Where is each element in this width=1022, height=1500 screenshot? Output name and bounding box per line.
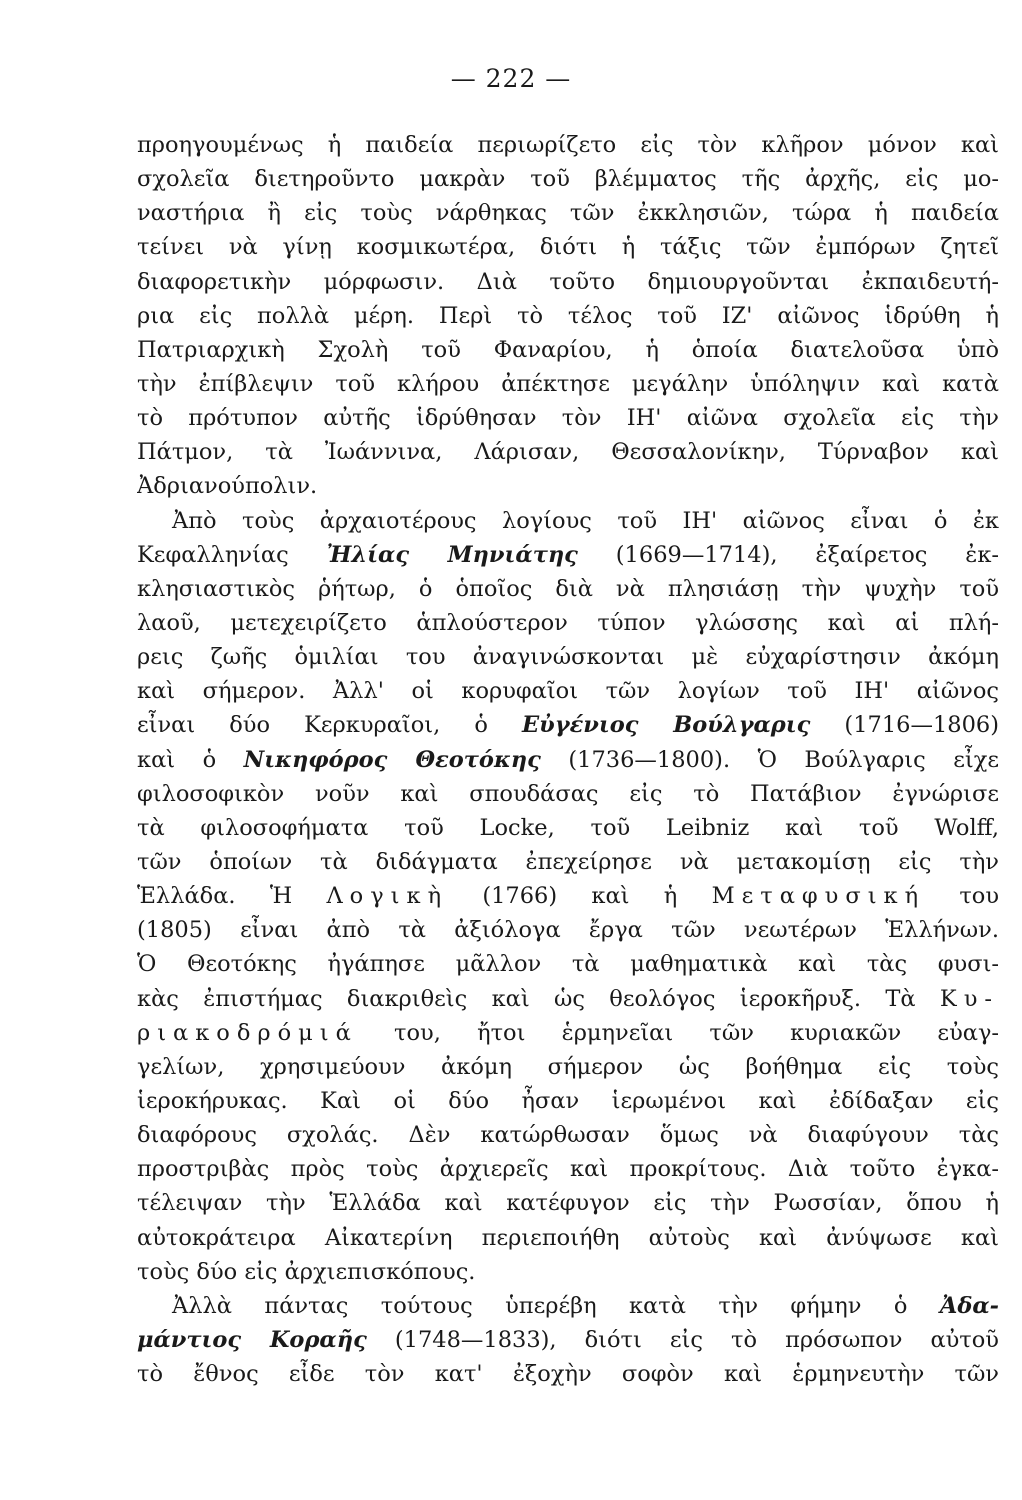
text-line: Κεφαλληνίας Ἠλίας Μηνιάτης (1669—1714), ἐξαίρετος ἐκ- bbox=[137, 541, 999, 568]
text-line: καὶ σήμερον. Ἀλλ' οἱ κορυφαῖοι τῶν λογίων τοῦ ΙΗ' αἰῶνος bbox=[137, 678, 999, 705]
text-line: διαφορετικὴν μόρφωσιν. Διὰ τοῦτο δημιουργοῦνται ἐκπαιδευτή- bbox=[137, 268, 999, 295]
text-line: κλησιαστικὸς ῥήτωρ, ὁ ὁποῖος διὰ νὰ πλησιάσῃ τὴν ψυχὴν τοῦ bbox=[137, 575, 999, 602]
text-line: ριακοδρόμιά του, ἤτοι ἑρμηνεῖαι τῶν κυριακῶν εὐαγ- bbox=[137, 1019, 999, 1046]
text-line: ρεις ζωῆς ὁμιλίαι του ἀναγινώσκονται μὲ εὐχαρίστησιν ἀκόμη bbox=[137, 644, 999, 671]
text-line: Ἑλλάδα. Ἡ Λογικὴ (1766) καὶ ἡ Μεταφυσική του bbox=[137, 883, 999, 910]
text-line: προστριβὰς πρὸς τοὺς ἀρχιερεῖς καὶ προκρίτους. Διὰ τοῦτο ἐγκα- bbox=[137, 1156, 999, 1183]
text-line: τὸ ἔθνος εἶδε τὸν κατ' ἐξοχὴν σοφὸν καὶ ἑρμηνευτὴν τῶν bbox=[137, 1361, 999, 1388]
text-line: διαφόρους σχολάς. Δὲν κατώρθωσαν ὅμως νὰ διαφύγουν τὰς bbox=[137, 1122, 999, 1149]
text-line: εἶναι δύο Κερκυραῖοι, ὁ Εὐγένιος Βούλγαρις (1716—1806) bbox=[137, 712, 999, 739]
text-line: ἱεροκήρυκας. Καὶ οἱ δύο ἦσαν ἱερωμένοι καὶ ἐδίδαξαν εἰς bbox=[137, 1087, 999, 1114]
text-line: σχολεῖα διετηροῦντο μακρὰν τοῦ βλέμματος τῆς ἀρχῆς, εἰς μο- bbox=[137, 166, 999, 193]
work-title: ριακοδρόμιά bbox=[137, 1019, 358, 1046]
text-body bbox=[137, 128, 999, 1391]
text-line: κὰς ἐπιστήμας διακριθεὶς καὶ ὡς θεολόγος ἱεροκῆρυξ. Τὰ Κυ- bbox=[137, 985, 999, 1012]
author-name: Νικηφόρος Θεοτόκης bbox=[243, 746, 541, 773]
work-title: Λογικὴ bbox=[326, 883, 449, 910]
page-number: — 222 — bbox=[450, 64, 572, 93]
text-line: Ἀδριανούπολιν. bbox=[137, 473, 318, 500]
text-line: τέλειψαν τὴν Ἑλλάδα καὶ κατέφυγον εἰς τὴν Ρωσσίαν, ὅπου ἡ bbox=[137, 1190, 999, 1217]
text-line: Ὁ Θεοτόκης ἠγάπησε μᾶλλον τὰ μαθηματικὰ καὶ τὰς φυσι- bbox=[137, 951, 999, 978]
text-line: τὰ φιλοσοφήματα τοῦ Locke, τοῦ Leibniz καὶ τοῦ Wolff, bbox=[137, 814, 999, 841]
text-line: μάντιος Κοραῆς (1748—1833), διότι εἰς τὸ πρόσωπον αὐτοῦ bbox=[137, 1326, 999, 1353]
text-line: τοὺς δύο εἰς ἀρχιεπισκόπους. bbox=[137, 1258, 476, 1285]
text-line: προηγουμένως ἡ παιδεία περιωρίζετο εἰς τὸν κλῆρον μόνον καὶ bbox=[137, 132, 999, 158]
text-line: γελίων, χρησιμεύουν ἀκόμη σήμερον ὡς βοήθημα εἰς τοὺς bbox=[137, 1053, 999, 1080]
text-line: τὸ πρότυπον αὐτῆς ἱδρύθησαν τὸν ΙΗ' αἰῶνα σχολεῖα εἰς τὴν bbox=[137, 405, 999, 432]
text-line: ρια εἰς πολλὰ μέρη. Περὶ τὸ τέλος τοῦ ΙΖ' αἰῶνος ἱδρύθη ἡ bbox=[137, 302, 999, 329]
text-line: τείνει νὰ γίνῃ κοσμικωτέρα, διότι ἡ τάξις τῶν ἐμπόρων ζητεῖ bbox=[137, 234, 999, 261]
author-name: μάντιος Κοραῆς bbox=[137, 1326, 367, 1353]
text-line: αὐτοκράτειρα Αἰκατερίνη περιεποιήθη αὐτοὺς καὶ ἀνύψωσε καὶ bbox=[137, 1224, 999, 1251]
text-line: τῶν ὁποίων τὰ διδάγματα ἐπεχείρησε νὰ μετακομίσῃ εἰς τὴν bbox=[137, 848, 999, 875]
text-line: καὶ ὁ Νικηφόρος Θεοτόκης (1736—1800). Ὁ Βούλγαρις εἶχε bbox=[137, 746, 999, 773]
author-name: Ἀδα- bbox=[939, 1292, 999, 1319]
text-line: (1805) εἶναι ἀπὸ τὰ ἀξιόλογα ἔργα τῶν νεωτέρων Ἑλλήνων. bbox=[137, 917, 999, 944]
text-line: ναστήρια ἢ εἰς τοὺς νάρθηκας τῶν ἐκκλησιῶν, τώρα ἡ παιδεία bbox=[137, 200, 999, 227]
work-title: Κυ- bbox=[939, 985, 999, 1012]
text-line: λαοῦ, μετεχειρίζετο ἁπλούστερον τύπον γλώσσης καὶ αἱ πλή- bbox=[137, 609, 999, 636]
text-line: τὴν ἐπίβλεψιν τοῦ κλήρου ἀπέκτησε μεγάλην ὑπόληψιν καὶ κατὰ bbox=[137, 370, 999, 397]
text-line: φιλοσοφικὸν νοῦν καὶ σπουδάσας εἰς τὸ Πατάβιον ἐγνώρισε bbox=[137, 780, 999, 807]
text-line: Ἀλλὰ πάντας τούτους ὑπερέβη κατὰ τὴν φήμην ὁ Ἀδα- bbox=[172, 1292, 999, 1319]
text-line: Πατριαρχικὴ Σχολὴ τοῦ Φαναρίου, ἡ ὁποία διατελοῦσα ὑπὸ bbox=[137, 336, 999, 363]
text-line: Πάτμον, τὰ Ἰωάννινα, Λάρισαν, Θεσσαλονίκην, Τύρναβον καὶ bbox=[137, 439, 999, 466]
author-name: Εὐγένιος Βούλγαρις bbox=[521, 712, 811, 739]
author-name: Ἠλίας Μηνιάτης bbox=[326, 541, 578, 568]
text-line: Ἀπὸ τοὺς ἀρχαιοτέρους λογίους τοῦ ΙΗ' αἰῶνος εἶναι ὁ ἐκ bbox=[172, 507, 999, 534]
work-title: Μεταφυσική bbox=[711, 883, 926, 910]
